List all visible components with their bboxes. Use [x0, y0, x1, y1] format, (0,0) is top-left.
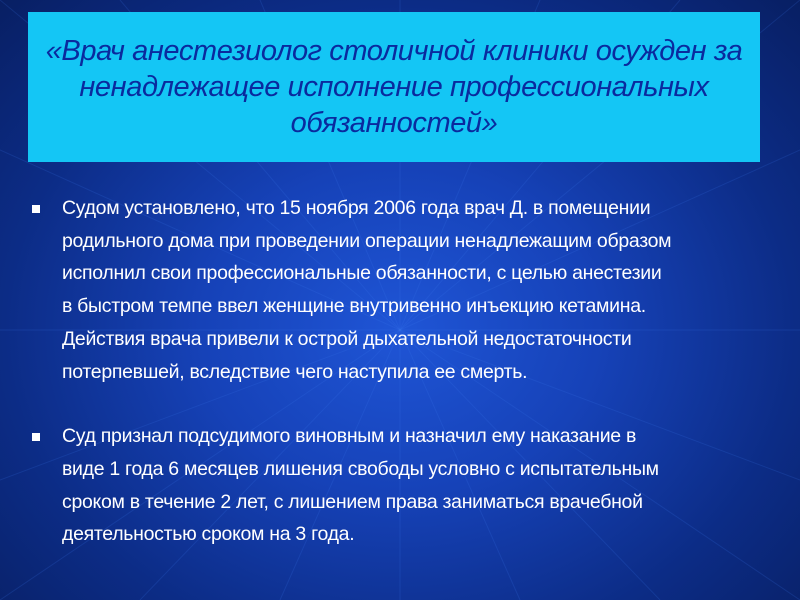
- square-bullet-icon: [32, 433, 40, 441]
- bullet-text-line: виде 1 года 6 месяцев лишения свободы условно с испытательным: [62, 457, 659, 480]
- bullet-list: [30, 192, 775, 551]
- bullet-text-line: родильного дома при проведении операции ненадлежащим образом: [62, 229, 672, 252]
- bullet-item: [30, 192, 775, 388]
- bullet-text-line: Судом установлено, что 15 ноября 2006 года врач Д. в помещении: [62, 197, 651, 219]
- bullet-text-line: исполнил свои профессиональные обязанности, с целью анестезии: [62, 262, 662, 285]
- bullet-text-line: сроком в течение 2 лет, с лишением права заниматься врачебной: [62, 490, 643, 513]
- bullet-text-line: Суд признал подсудимого виновным и назначил ему наказание в: [62, 425, 637, 448]
- bullet-text-line: в быстром темпе ввел женщине внутривенно инъекцию кетамина.: [62, 295, 646, 318]
- square-bullet-icon: [32, 205, 40, 213]
- bullet-text-line: деятельностью сроком на 3 года.: [62, 523, 355, 546]
- bullet-item: [30, 420, 775, 551]
- bullet-text-line: Действия врача привели к острой дыхательной недостаточности: [62, 327, 632, 350]
- title-box: [28, 12, 760, 162]
- slide-title: «Врач анестезиолог столичной клиники осужден за ненадлежащее исполнение профессиональных обязанностей»: [45, 35, 743, 139]
- bullet-text-line: потерпевшей, вследствие чего наступила ее смерть.: [62, 360, 528, 383]
